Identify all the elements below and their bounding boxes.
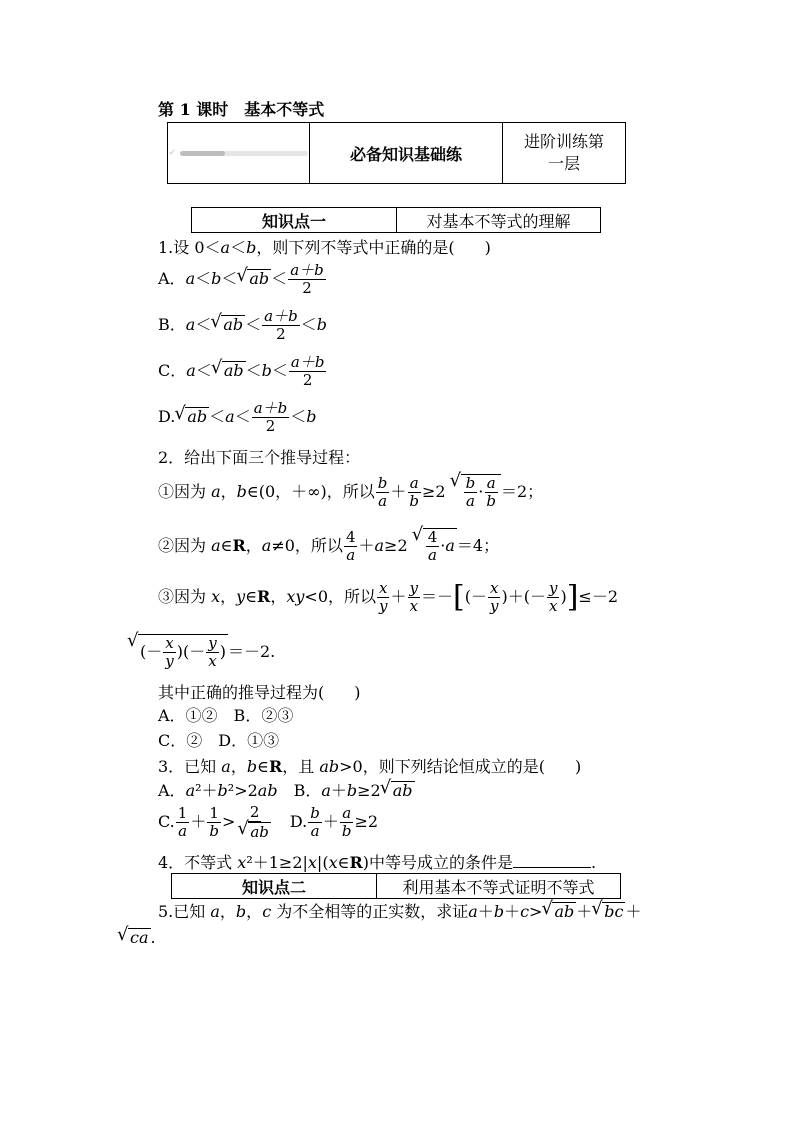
q5-stem-cont: √ ca . <box>118 928 156 948</box>
q1-option-a: A．a＜b＜√ ab ＜ $\frac{a+b}{2}$ <box>158 262 327 297</box>
lesson-title <box>158 100 324 120</box>
section-1-label: 知识点一 <box>192 208 397 232</box>
lesson-title-text: 第 1 课时 基本不等式 <box>158 100 325 119</box>
q2-options-ab: A．①② B．②③ <box>158 706 294 725</box>
q1-option-c: C．a＜√ ab ＜b＜ $\frac{a+b}{2}$ <box>158 354 327 389</box>
header-table <box>167 122 626 184</box>
progress-cell <box>168 123 310 183</box>
q2-item-2: ②因为 a∈R，a≠0，所以 $\frac{4}{a}$ ＋a≥2 √ $\frac{4}{a}$ ·a ＝4； <box>158 528 499 564</box>
q5-stem: 5.已知 a，b，c 为不全相等的正实数，求证a＋b＋c>√ ab ＋√ bc ＋ <box>158 902 641 922</box>
header-level-line2: 一层 <box>547 154 580 173</box>
header-level-label <box>503 123 625 183</box>
section-box-2 <box>171 873 621 899</box>
header-level-line1: 进阶训练第 <box>523 132 604 151</box>
q3-options-cd: C. $\frac{1}{a}$ ＋ $\frac{1}{b}$ > 2 √ ab D. $\frac{b}{a}$ ＋ $\frac{a}{b}$ ≥2 <box>158 804 378 841</box>
q2-stem: 2．给出下面三个推导过程： <box>158 448 361 467</box>
q2-item-3-cont: √ (－ $\frac{x}{y}$ )(－ $\frac{y}{x}$ ) ＝－2. <box>128 634 275 670</box>
q2-question: 其中正确的推导过程为( ) <box>158 683 361 702</box>
section-2-label: 知识点二 <box>172 874 377 898</box>
section-2-title: 利用基本不等式证明不等式 <box>402 877 595 897</box>
progress-fill <box>180 151 225 156</box>
q3-stem: 3．已知 a，b∈R，且 ab>0，则下列结论恒成立的是( ) <box>158 757 582 776</box>
q4-answer-blank[interactable] <box>513 853 591 868</box>
section-1-title: 对基本不等式的理解 <box>426 211 571 231</box>
check-icon: ✓ <box>168 148 177 158</box>
q2-options-cd: C．② D．①③ <box>158 731 280 750</box>
q2-item-3: ③因为 x，y∈R，xy<0，所以 $\frac{x}{y}$ ＋ $\frac{y}{x}$ ＝－[(－ $\frac{x}{y}$ )＋(－ $\frac{y}{x}$ )]≤－2 <box>158 579 618 615</box>
q1-option-b: B．a＜√ ab ＜ $\frac{a+b}{2}$ ＜b <box>158 308 327 343</box>
q1-stem: 1.设 0＜a＜b，则下列不等式中正确的是( ) <box>158 238 491 257</box>
q4-stem: 4．不等式 x²＋1≥2|x|(x∈R)中等号成立的条件是 . <box>158 853 597 872</box>
progress-bar <box>180 151 308 156</box>
q2-item-1: ①因为 a，b∈(0，＋∞)，所以 $\frac{b}{a}$ ＋ $\frac{a}{b}$ ≥2 √ $\frac{b}{a}$ · $\frac{a}{b}$ ＝2； <box>158 474 543 510</box>
section-box-1 <box>191 207 601 233</box>
q3-options-ab: A．a²＋b²>2ab B．a＋b≥2√ ab <box>158 781 415 801</box>
q1-option-d: D.√ ab ＜a＜ $\frac{a+b}{2}$ ＜b <box>158 400 317 435</box>
header-knowledge-label: 必备知识基础练 <box>310 123 503 183</box>
